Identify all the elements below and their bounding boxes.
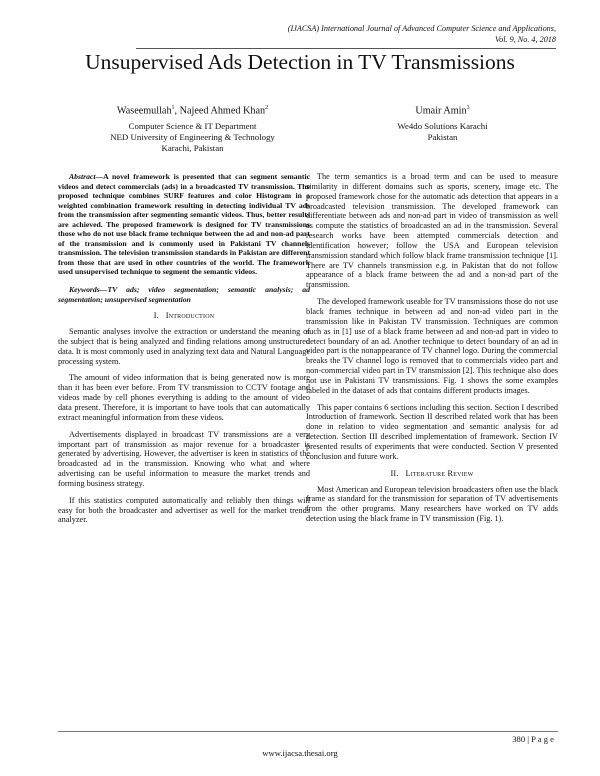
journal-name: (IJACSA) International Journal of Advanced Computer Science and Applications,	[287, 24, 556, 33]
author-block-2	[360, 102, 525, 143]
author-names-1	[60, 102, 325, 117]
section-number: I.	[153, 311, 159, 321]
left-column	[58, 172, 310, 532]
author-superscript: 1	[171, 105, 175, 111]
abstract-lead: Abstract	[69, 172, 96, 181]
author-city: Karachi, Pakistan	[161, 143, 224, 154]
paragraph: Most American and European television broadcasters often use the black frame as standard for the transmission for separation of TV advertisements from the other programs. Many researchers have worked on TV adds detection using the black frame in TV transmission (Fig. 1).	[306, 484, 558, 524]
author-department: Computer Science & IT Department	[128, 121, 257, 132]
section-heading-literature-review	[306, 469, 558, 479]
paragraph: Advertisements displayed in broadcast TV transmissions are a very important part of transmission as major revenue for a broadcaster is generated by advertising. However, the advertiser is keen in statistics of the broadcasted ad in the transmission. Knowing who what and where advertising can be useful information to measure the market trends and forming business strategy.	[58, 429, 310, 488]
paragraph: The developed framework useable for TV transmissions those do not use black frames technique in between ad and non-ad video part in the transmission like in Pakistan TV transmission. Techniques are common such as in [1] use of a black frame between ad and non-ad part in video to detect boundary of an ad. Another technique to detect boundary of an ad in video part is the nonappearance of TV channel logo. During the commercial breaks the TV channel logo is removed that to commercials video part and non-commercial video part in TV transmission [2]. This technique also does not use in Pakistani TV transmissions. Fig. 1 shows the some examples labeled in the dataset of ads that contains different products images.	[306, 297, 558, 395]
paragraph: This paper contains 6 sections including this section. Section I described Introduction of framework. Section II described related work that has been done in relation to video segmentation and semantic analysis for ad detection. Section III described implementation of framework. Section IV presented results of experiments that were conducted. Section V presented conclusion and future work.	[306, 402, 558, 461]
author-organization: NED University of Engineering & Technology	[110, 132, 275, 143]
paper-title: Unsupervised Ads Detection in TV Transmissions	[85, 50, 515, 74]
journal-header	[136, 24, 556, 49]
paragraph: Semantic analyses involve the extraction or understand the meaning of the subject that is being analyzed and finding relations among unstructured data. It is most commonly used in analyzing text data and Natural Language processing system.	[58, 327, 310, 366]
section-title: Introduction	[165, 311, 215, 321]
author-superscript: 3	[466, 105, 470, 111]
author-name: Waseemullah	[116, 105, 172, 117]
paragraph: The term semantics is a broad term and can be used to measure similarity in different domains such as sports, scenery, image etc. The proposed framework chose for the automatic ads detection that appears in a broadcasted television transmission. The developed framework can differentiate between ads and non-ad part in video of transmission as well as compute the statistics of broadcasted an ad in the transmission. Several research works have been attempted commercials detection and identification however; follow the USA and European television transmission standard which follow black frame transmission technique [1]. There are TV channels transmission e.g. in Pakistan that do not follow appearance of a black frame between the ad and a non-ad part of the transmission.	[306, 172, 558, 290]
journal-url[interactable]: www.ijacsa.thesai.org	[262, 748, 338, 758]
paragraph: The amount of video information that is being generated now is more than it has been ever before. From TV transmission to CCTV footage and videos made by cell phones everything is adding to the amount of video data present. Therefore, it is important to have tools that can automatically extract meaningful information from these videos.	[58, 373, 310, 422]
author-name: Umair Amin	[415, 105, 467, 117]
section-title: Literature Review	[405, 468, 474, 478]
abstract	[58, 172, 310, 277]
footer-divider	[58, 731, 558, 732]
right-column	[306, 172, 558, 531]
paragraph: If this statistics computed automatically and reliably then things will easy for both the broadcaster and advertiser as well for the market trends analyzer.	[58, 495, 310, 525]
author-city: Pakistan	[427, 132, 458, 143]
author-superscript: 2	[265, 105, 269, 111]
author-block-1	[60, 102, 325, 154]
author-organization: We4do Solutions Karachi	[397, 121, 488, 132]
section-heading-introduction	[58, 311, 310, 321]
author-name: , Najeed Ahmed Khan	[174, 105, 266, 117]
abstract-text: —A novel framework is presented that can segment semantic videos and detect commercials (ads) in a broadcasted TV transmission. The proposed technique combines SURF features and color Histogram in a weighted combination framework resulting in detecting individual TV ads from the transmission after segmenting semantic videos. Thus, better results are achieved. The proposed framework is designed for TV transmissions those who do not use black frame technique between the ad and non-ad part of the transmission and is commonly used in Pakistani TV channels transmission. The television transmission standards in Pakistan are different from those that are used in other countries of the world. The framework used unsupervised technique to segment the semantic videos.	[58, 172, 310, 277]
section-number: II.	[390, 468, 399, 478]
journal-volume: Vol. 9, No. 4, 2018	[495, 34, 556, 44]
page-number: 380 | P a g e	[512, 734, 554, 744]
author-names-2	[360, 102, 525, 117]
keywords: Keywords—TV ads; video segmentation; semantic analysis; ad segmentation; unsupervised segmentation	[58, 285, 310, 304]
